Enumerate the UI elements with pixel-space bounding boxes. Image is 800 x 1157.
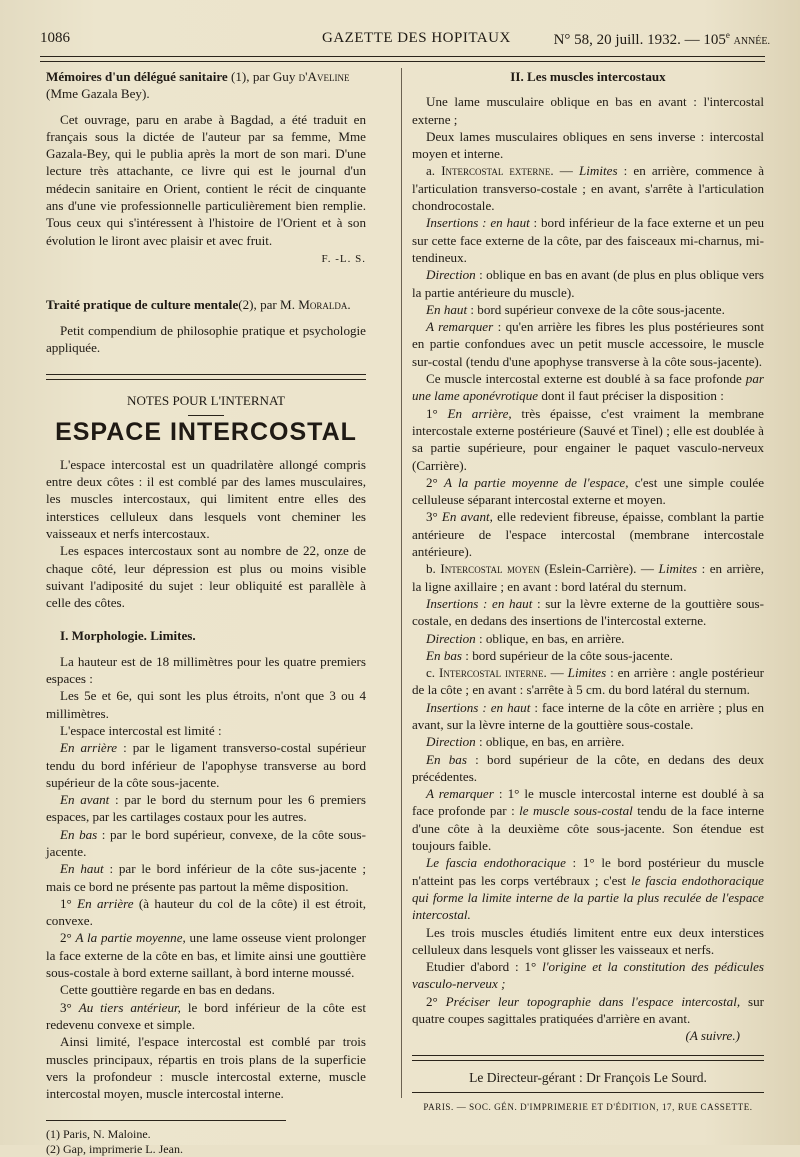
para-hauteur: La hauteur est de 18 millimètres pour les quatre premiers espaces : — [46, 653, 366, 687]
section-rule — [46, 374, 366, 380]
part1-heading: I. Morphologie. Limites. — [60, 628, 196, 644]
trois-muscles: Les trois muscles étudiés limitent entre eux deux interstices celluleux dans lesquels vont glisser les vaisseaux et nerfs. — [412, 924, 764, 957]
c-remarquer: A remarquer : 1° le muscle intercostal interne est doublé à sa face profonde par : le muscle sous-costal tendu de la face interne d'une côte à la deuxième côte sous-jacente. Son étendue est toujours faible. — [412, 786, 765, 854]
review2-text: Petit compendium de philosophie pratique et psychologie appliquée. — [46, 322, 366, 355]
b-direction: Direction : oblique, en bas, en arrière. — [426, 630, 625, 646]
review-signature: F. -L. S. — [321, 252, 366, 265]
a-remarquer: A remarquer : qu'en arrière les fibres les plus postérieures sont en partie confondues avec un petit muscle accessoire, le muscle sur-costal (tendu d'une apophyse transverse à la côte sous-jacente). — [412, 319, 764, 369]
preciser: 2° Préciser leur topographie dans l'espace intercostal, sur quatre coupes sagittales pratiquées d'arrière en avant. — [412, 993, 765, 1027]
a-direction: Direction : oblique en bas en avant (de plus en plus oblique vers la partie antérieure du muscle). — [412, 267, 764, 300]
a-2: 2° A la partie moyenne de l'espace, c'est une simple coulée celluleuse séparant intercostal externe et moyen. — [412, 474, 765, 508]
intercostal-interne: c. Intercostal interne. — Limites : en arrière : angle postérieur de la côte ; en avant : s'arrête à 5 cm. du bord latéral du sternum. — [412, 665, 765, 698]
b-insertions: Insertions : en haut : sur la lèvre externe de la gouttière sous-costale, en dedans des insertions de l'intercostal externe. — [412, 595, 764, 629]
a-3: 3° En avant, elle redevient fibreuse, épaisse, comblant la partie antérieure de l'espace intercostal (membrane intercostale antérieure). — [412, 509, 764, 560]
c-direction: Direction : oblique, en bas, en arrière. — [426, 734, 625, 750]
article-title: ESPACE INTERCOSTAL — [55, 418, 357, 447]
header-rule — [40, 56, 765, 62]
para-en-bas: En bas : par le bord supérieur, convexe, de la côte sous-jacente. — [46, 826, 366, 859]
printer-rule — [412, 1092, 764, 1093]
fascia: Le fascia endothoracique : 1° le bord postérieur du muscle n'atteint pas les corps vertébraux ; c'est le fascia endothoracique qui forme la limite interne de la partie la plus reculée de l'espace intercostal. — [412, 855, 764, 923]
a-lame: Ce muscle intercostal externe est doublé à sa face profonde par une lame aponévrotique dont il faut préciser la disposition : — [412, 371, 764, 404]
end-rule — [412, 1055, 764, 1061]
issue-info: N° 58, 20 juill. 1932. — 105e ANNÉE. — [553, 30, 770, 48]
para-ainsi: Ainsi limité, l'espace intercostal est comblé par trois muscles principaux, répartis en trois plans de la superficie vers la profondeur : muscle intercostal externe, muscle intercostal moyen, muscle intercostal interne. — [46, 1034, 366, 1102]
a-1: 1° En arrière, très épaisse, c'est vraiment la membrane intercostale externe postérieure (Sauvé et Tinel) ; elle est doublée à sa partie supérieure, pour engainer le paquet vasculo-nerveux (Carrière). — [412, 405, 764, 473]
footnote-1: (1) Paris, N. Maloine. — [46, 1127, 151, 1142]
para-2: 2° A la partie moyenne, une lame osseuse vient prolonger la face externe de la côte en bas, et limite ainsi une gouttière sous-costale à bord externe saillant, à bord interne moussé. — [46, 930, 366, 981]
page-header — [40, 30, 770, 54]
intro-paragraph-1: L'espace intercostal est un quadrilatère allongé compris entre deux côtes : il est comblé par des lames musculaires, les muscles intercostaux, qui limitent entre elles des interstices celluleux dans lesquels vont cheminer les vaisseaux et nerfs intercostaux. — [46, 456, 366, 541]
a-en-haut: En haut : bord supérieur convexe de la côte sous-jacente. — [426, 301, 725, 317]
para-limite: L'espace intercostal est limité : — [60, 722, 222, 738]
review-subtitle: (Mme Gazala Bey). — [46, 86, 150, 102]
c-en-bas: En bas : bord supérieur de la côte, en dedans des deux précédentes. — [412, 751, 764, 784]
directeur-gerant: Le Directeur-gérant : Dr François Le Sourd. — [469, 1069, 707, 1085]
intro-paragraph-2: Les espaces intercostaux sont au nombre de 22, onze de chaque côté, leur dépression est plus ou moins visible suivant l'adiposité du sujet : leur obliquité est parallèle à celle des côtes. — [46, 543, 366, 611]
para-3: 3° Au tiers antérieur, le bord inférieur de la côte est redevenu convexe et simple. — [46, 999, 366, 1032]
r-para-1: Une lame musculaire oblique en bas en avant : l'intercostal externe ; — [412, 94, 764, 127]
page-number: 1086 — [40, 30, 70, 46]
para-5e-6e: Les 5e et 6e, qui sont les plus étroits, n'ont que 3 ou 4 millimètres. — [46, 688, 366, 721]
printer-line: PARIS. — SOC. GÉN. D'IMPRIMERIE ET D'ÉDITION, 17, RUE CASSETTE. — [423, 1101, 753, 1112]
review-text: Cet ouvrage, paru en arabe à Bagdad, a été traduit en français sous la dictée de l'auteur par sa femme, Mme Gazala-Bey, qui le publia après la mort de son mari. D'une lecture très attachante, ce livre qui est le journal d'un médecin sanitaire en Orient, contient le récit de cinquante ans d'une vie professionnelle particulièrement bien remplie. Tous ceux qui s'intéressent à l'histoire de l'Orient et à son évolution le liront avec plaisir et avec fruit. — [46, 111, 366, 248]
journal-title: GAZETTE DES HOPITAUX — [322, 30, 511, 46]
column-divider — [401, 68, 402, 1098]
a-insertions: Insertions : en haut : bord inférieur de la face externe et un peu sur cette face externe de la côte, par des faisceaux mi-charnus, mi-tendineux. — [412, 215, 764, 265]
review-mémoires: Mémoires d'un délégué sanitaire (1), par Guy d'Aveline — [46, 69, 350, 84]
short-rule — [188, 415, 224, 416]
r-para-2: Deux lames musculaires obliques en sens inverse : intercostal moyen et interne. — [412, 128, 764, 162]
intercostal-moyen: b. Intercostal moyen (Eslein-Carrière). — Limites : en arrière, la ligne axillaire ; en avant : bord latéral du sternum. — [412, 561, 765, 594]
para-1: 1° En arrière (à hauteur du col de la côte) il est étroit, convexe. — [46, 895, 366, 929]
footnote-2: (2) Gap, imprimerie L. Jean. — [46, 1142, 183, 1157]
para-en-haut: En haut : par le bord inférieur de la côte sus-jacente ; mais ce bord ne présente pas partout la même disposition. — [46, 861, 366, 894]
a-suivre: (A suivre.) — [685, 1028, 740, 1044]
para-en-arriere: En arrière : par le ligament transverso-costal supérieur tendu du bord inférieur de l'apophyse transverse au bord supérieur de la côte sous-jacente. — [46, 740, 366, 790]
para-en-avant: En avant : par le bord du sternum pour les 6 premiers espaces, par les cartilages costaux pour les autres. — [46, 792, 366, 825]
etudier: Etudier d'abord : 1° l'origine et la constitution des pédicules vasculo-nerveux ; — [412, 959, 764, 992]
left-column — [46, 68, 366, 1157]
right-column — [412, 68, 764, 1116]
footnote-rule — [46, 1120, 286, 1121]
b-en-bas: En bas : bord supérieur de la côte sous-jacente. — [426, 647, 673, 663]
review-traite: Traité pratique de culture mentale(2), par M. Moralda. — [46, 297, 351, 313]
c-insertions: Insertions : en haut : face interne de la côte en arrière ; plus en avant, sur la lèvre interne de la gouttière sous-costale. — [412, 699, 764, 732]
section-heading: NOTES POUR L'INTERNAT — [126, 393, 286, 409]
para-gouttiere: Cette gouttière regarde en bas en dedans. — [60, 982, 275, 998]
part2-heading: II. Les muscles intercostaux — [510, 69, 666, 84]
intercostal-externe: a. Intercostal externe. — Limites : en arrière, commence à l'articulation transverso-costale ; en avant, s'arrête à l'articulation chondrocostale. — [412, 163, 765, 214]
